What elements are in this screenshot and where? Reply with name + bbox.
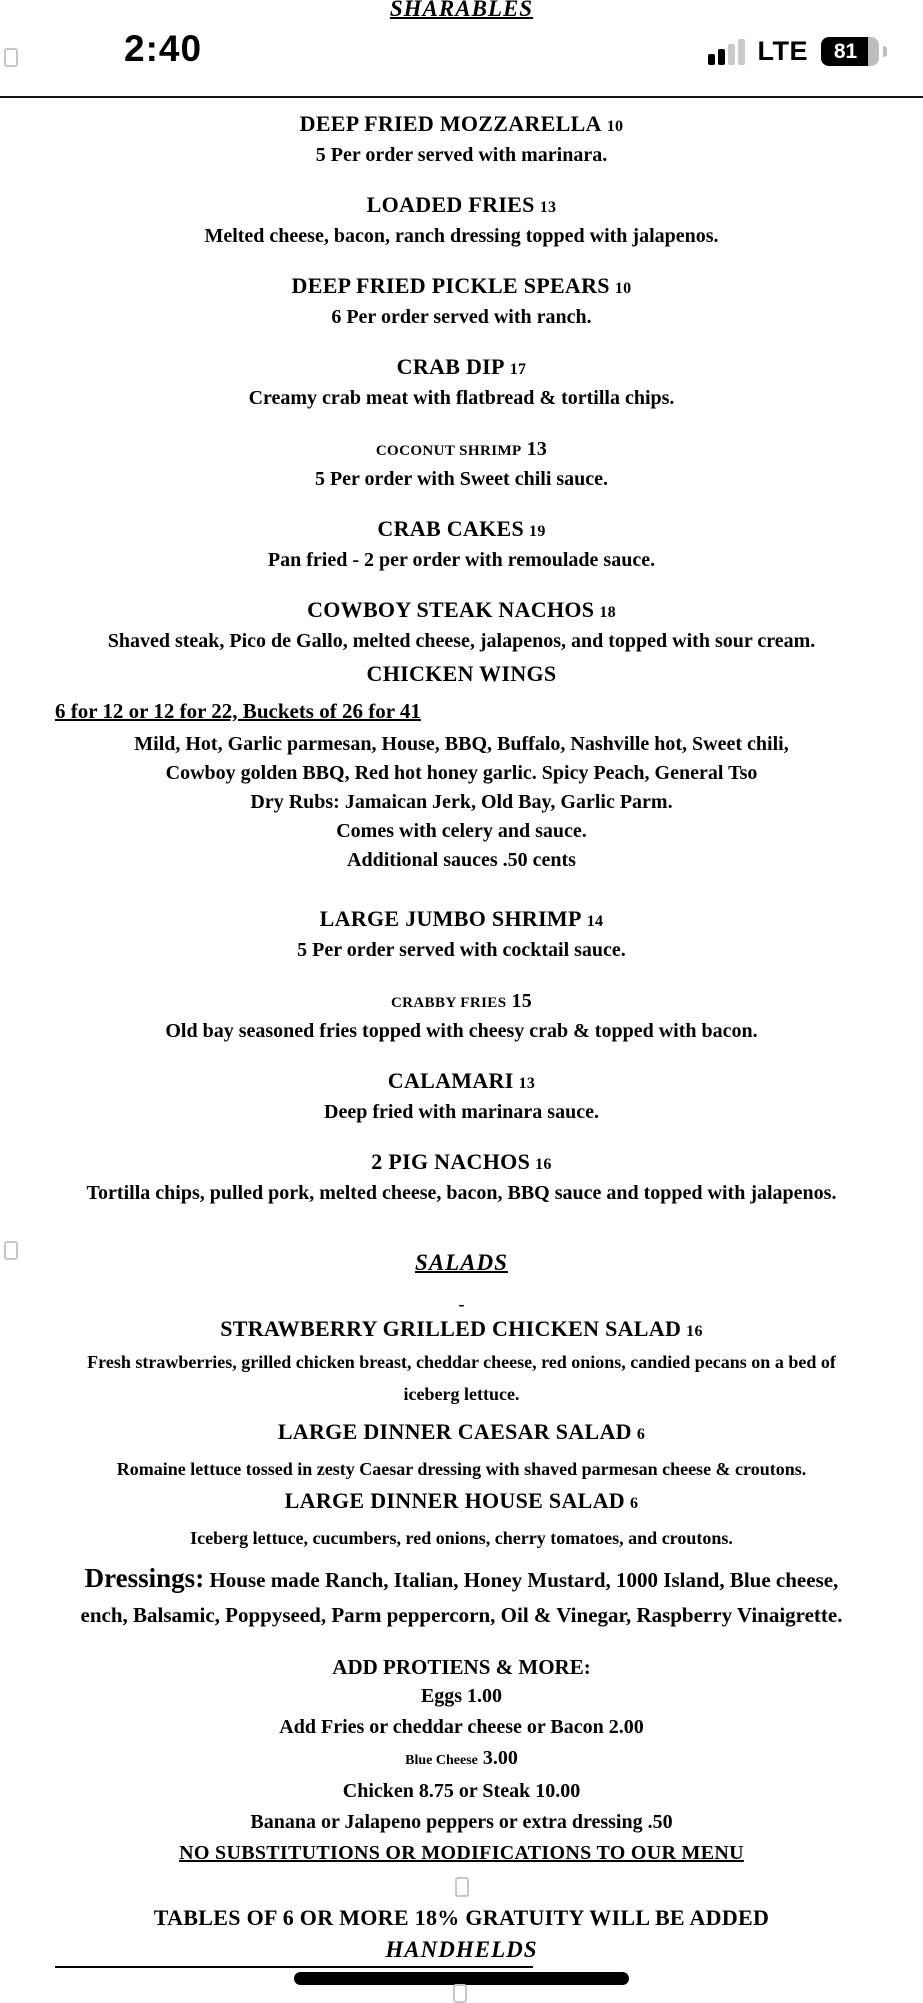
item-name-price [0,515,923,546]
item-name-price [0,1315,923,1346]
salads-section [0,1249,923,1277]
item-name: CRAB CAKES [377,516,525,541]
item-name-price [0,353,923,384]
network-type-label: LTE [757,36,808,66]
item-desc: Shaved steak, Pico de Gallo, melted cheese, jalapenos, and topped with sour cream. [107,630,816,652]
handhelds-section [0,1935,923,1971]
menu-item [0,191,923,250]
item-price: 13 [539,199,557,216]
wings-included: Comes with celery and sauce. [336,820,587,842]
item-name-price [0,596,923,627]
addons-title: ADD PROTIENS & MORE: [332,1655,591,1679]
item-price: 15 [511,990,533,1012]
status-bar [0,0,923,98]
item-desc: Deep fried with marinara sauce. [324,1101,599,1123]
item-desc: Melted cheese, bacon, ranch dressing topped with jalapenos. [204,225,719,247]
addon-name: Blue Cheese [405,1753,478,1768]
wings-flavors: Cowboy golden BBQ, Red hot honey garlic. Spicy Peach, General Tso [165,762,758,784]
status-right-cluster [708,36,888,67]
no-substitutions-notice: NO SUBSTITUTIONS OR MODIFICATIONS TO OUR MENU [179,1842,744,1864]
item-desc: 5 Per order served with cocktail sauce. [297,939,626,961]
dressings-label: Dressings: [84,1563,205,1593]
menu-item [0,353,923,412]
item-desc: Old bay seasoned fries topped with cheesy crab & topped with bacon. [165,1020,758,1042]
wings-pricing: 6 for 12 or 12 for 22, Buckets of 26 for 41 [55,699,421,723]
item-name-price [0,1067,923,1098]
signal-bar [708,54,715,65]
item-name-price [0,986,923,1017]
menu-item [0,986,923,1045]
missing-glyph-box-icon [4,1241,18,1260]
item-desc: iceberg lettuce. [403,1384,520,1404]
dressings-block [0,1561,923,1633]
addon-line: Chicken 8.75 or Steak 10.00 [342,1780,581,1802]
item-name: DEEP FRIED PICKLE SPEARS [291,273,610,298]
item-desc: Iceberg lettuce, cucumbers, red onions, cherry tomatoes, and croutons. [190,1528,733,1548]
battery-cap-icon [883,46,887,57]
menu-item [0,434,923,493]
item-name: COWBOY STEAK NACHOS [307,597,595,622]
item-name: LOADED FRIES [366,192,535,217]
item-price: 13 [518,1075,536,1092]
item-desc: 6 Per order served with ranch. [331,306,592,328]
addon-line [0,1743,923,1776]
menu-item [0,905,923,964]
item-name: DEEP FRIED MOZZARELLA [299,111,602,136]
gratuity-notice: TABLES OF 6 OR MORE 18% GRATUITY WILL BE ADDED [153,1905,770,1930]
signal-bar [738,39,745,65]
addon-line: Eggs 1.00 [420,1685,503,1707]
section-title-salads: SALADS [415,1250,508,1275]
menu-item [0,1067,923,1126]
signal-bar [728,44,735,65]
section-title-sharables: SHARABLES [389,0,534,21]
chicken-wings-block [0,659,923,875]
item-name-price [0,272,923,303]
item-name: CRAB DIP [396,354,505,379]
item-name-price [0,191,923,222]
item-name-price [0,1148,923,1179]
menu-scroll-area[interactable] [0,98,923,1971]
item-name: LARGE DINNER HOUSE SALAD [284,1488,625,1513]
menu-item [0,515,923,574]
item-price: 19 [529,523,546,540]
item-price: 6 [636,1426,646,1443]
item-price: 6 [630,1495,639,1512]
item-price: 16 [535,1156,552,1173]
status-time: 2:40 [124,28,203,69]
item-name: CHICKEN WINGS [366,661,557,686]
item-desc: Creamy crab meat with flatbread & tortilla chips. [248,387,675,409]
item-name: LARGE JUMBO SHRIMP [319,906,582,931]
item-name: LARGE DINNER CAESAR SALAD [277,1419,632,1444]
missing-glyph-box-icon [4,48,18,67]
section-title-handhelds: HANDHELDS [385,1937,538,1962]
addon-line: Banana or Jalapeno peppers or extra dressing .50 [250,1811,673,1833]
item-name: COCONUT SHRIMP [375,443,522,459]
missing-glyph-box-icon [455,1877,469,1897]
item-desc: Romaine lettuce tossed in zesty Caesar dressing with shaved parmesan cheese & croutons. [116,1459,807,1479]
item-name: CALAMARI [387,1068,514,1093]
item-name-price [0,905,923,936]
item-price: 16 [686,1323,703,1340]
menu-item [0,110,923,169]
item-price: 18 [599,604,616,621]
menu-item [0,1487,923,1553]
cellular-signal-icon [708,39,745,65]
item-name: CRABBY FRIES [390,995,507,1011]
section-underline [55,1966,533,1968]
wings-extra-sauces: Additional sauces .50 cents [347,849,576,871]
menu-item [0,272,923,331]
menu-item [0,1148,923,1207]
addons-block [0,1653,923,1869]
item-price: 17 [509,361,527,378]
wings-flavors: Mild, Hot, Garlic parmesan, House, BBQ, Buffalo, Nashville hot, Sweet chili, [134,733,789,755]
dressings-list: House made Ranch, Italian, Honey Mustard, 1000 Island, Blue cheese, [209,1568,839,1592]
battery-percent: 81 [833,39,858,63]
battery-icon [821,37,879,66]
item-desc: 5 Per order served with marinara. [315,144,608,166]
item-name-price [0,1418,923,1449]
item-price: 10 [614,280,632,297]
dressings-line [0,1561,923,1598]
item-price: 13 [526,438,548,460]
addon-line: Add Fries or cheddar cheese or Bacon 2.00 [279,1716,644,1738]
menu-item [0,1315,923,1410]
item-name-price [0,1487,923,1518]
item-name: STRAWBERRY GRILLED CHICKEN SALAD [220,1316,682,1341]
wings-dry-rubs: Dry Rubs: Jamaican Jerk, Old Bay, Garlic Parm. [250,791,673,813]
separator-dash: - [458,1294,465,1314]
item-name: 2 PIG NACHOS [371,1149,531,1174]
missing-glyph-box-icon [453,1984,467,2003]
item-name-price [0,434,923,465]
item-desc: Tortilla chips, pulled pork, melted cheese, bacon, BBQ sauce and topped with jalapenos. [86,1182,837,1204]
item-desc: Fresh strawberries, grilled chicken breast, cheddar cheese, red onions, candied pecans on a bed of [87,1352,836,1372]
item-desc: Pan fried - 2 per order with remoulade sauce. [267,549,656,571]
item-price: 10 [606,118,624,135]
item-price: 14 [586,913,604,930]
item-name-price [0,110,923,141]
signal-bar [718,49,725,65]
addon-price: 3.00 [482,1747,518,1769]
item-desc: 5 Per order with Sweet chili sauce. [314,468,609,490]
dressings-list: ench, Balsamic, Poppyseed, Parm peppercorn, Oil & Vinegar, Raspberry Vinaigrette. [80,1603,843,1627]
menu-item [0,1418,923,1484]
menu-item [0,596,923,655]
